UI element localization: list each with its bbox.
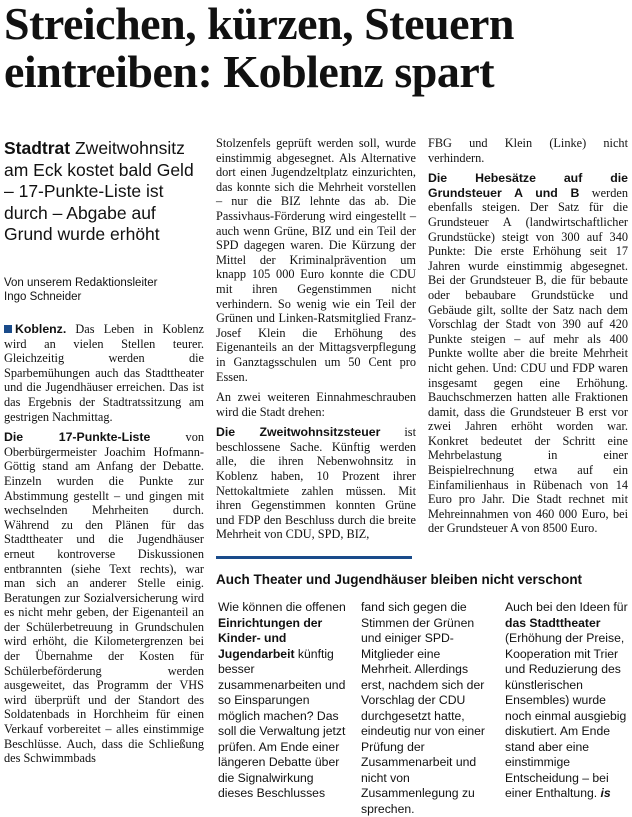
sidebar-text: (Erhöhung der Preise, Kooperation mit Trier und Reduzierung des künstlerischen Ensembles) wurde noch einmal ausgiebig diskutiert. Am Ende stand aber eine einstimmige Entscheidung – bei einer Enthaltung. (505, 631, 627, 800)
paragraph-text: von Oberbürgermeister Joachim Hofmann-Göttig stand am Anfang der Debatte. Einzeln wurden die Punkte zur Abstimmung gestellt – und gingen mit wechselnden Mehrheiten durch. Während zu den Plänen für das Stadttheater und die Jugendhäuser erneut kontroverse Diskussionen entbrannten (siehe Text rechts), war man sich an anderer Stelle einig. Beratungen zur Sozialversicherung wird es nicht mehr geben, der Eigenanteil an der Schülerbetreuung in Grundschulen wird erhöht, die Kilometergrenzen bei der Übernahme der Kosten für Schülerbeförderung werden ausgeweitet, das Programm der VHS wird überprüft und der Standort des Soldatenbads in Horchheim für einen Verkauf vorbereitet – alles einstimmige Beschlüsse. Auch, dass die Schließung des Schwimmbads (4, 430, 204, 766)
sidebar-text: künftig besser zusammenarbeiten und so Einsparungen möglich machen? Das soll die Verwaltung jetzt prüfen. Am Ende einer längeren Debatte über die Signalwirkung dieses Beschlusses (218, 646, 346, 800)
article-column-3 (428, 136, 628, 542)
byline-author: Ingo Schneider (4, 291, 82, 303)
paragraph-text: Das Leben in Koblenz wird an vielen Stellen teurer. Gleichzeitig werden die Sparbemühungen auch das Stadttheater und die Jugendhäuser erreichen. Das ist das Ergebnis der Stadtratssitzung am gestrigen Nachmittag. (4, 322, 204, 424)
sidebar-column-3 (505, 600, 632, 802)
paragraph: FBG und Klein (Linke) nicht verhindern. (428, 136, 628, 165)
sidebar-title: Auch Theater und Jugendhäuser bleiben nicht verschont (216, 572, 583, 587)
deck-lead: Stadtrat (4, 138, 71, 158)
paragraph: An zwei weiteren Einnahmeschrauben wird die Stadt drehen: (216, 390, 416, 419)
paragraph-lead: Die Hebesätze auf die Grundsteuer A und B (428, 171, 628, 200)
sidebar-column-2: fand sich gegen die Stimmen der Grünen und einiger SPD-Mitglieder eine Mehrheit. Allerdings erst, nachdem sich der Vorschlag der CDU durchgesetzt hatte, eindeutig nur von einer Prüfung der Zusammenarbeit und nicht von Zusammenlegung zu sprechen. (361, 600, 485, 816)
dateline: Koblenz. (15, 322, 67, 336)
byline (4, 276, 204, 304)
sidebar-highlight: Einrichtungen der Kinder- und Jugendarbeit (218, 615, 323, 661)
paragraph (428, 171, 628, 536)
sidebar-text: Wie können die offenen (218, 600, 346, 614)
paragraph (4, 430, 204, 766)
deck-text: Zweitwohnsitz am Eck kostet bald Geld – 17-Punkte-Liste ist durch – Abgabe auf Grund wurde erhöht (4, 138, 194, 244)
headline: Streichen, kürzen, Steuern eintreiben: Koblenz spart (4, 0, 515, 97)
paragraph-text: werden ebenfalls steigen. Der Satz für die Grundsteuer A (landwirtschaftlicher Grundstücke) steigt von 300 auf 340 Punkte: Die erste Erhöhung seit 17 Jahren wurde einstimmig abgesegnet. Bei der Grundsteuer B, die für bebaute oder bebaubare Grundstücke und Gebäude gilt, sollte der Satz nach dem Vorschlag der Stadt von 390 auf 420 Punkte steigen – auf mehr als 400 Punkte wollte aber die breite Mehrheit nicht gehen. Und: CDU und FDP waren insgesamt gegen eine Erhöhung. Bauchschmerzen hatten alle Fraktionen damit, dass die Grundsteuer B erst vor zwei Jahren erhöht worden war. Konkret bedeutet der Schritt eine Mehrbelastung in einer Beispielrechnung etwa auf ein Einfamilienhaus in Rübenach von 14 Euro pro Jahr. Die Stadt rechnet mit Mehreinnahmen von 460 000 Euro, bei der Grundsteuer A von 8500 Euro. (428, 185, 628, 536)
article-column-2 (216, 136, 416, 548)
paragraph-text: ist beschlossene Sache. Künftig werden alle, die ihren Nebenwohnsitz in Koblenz haben, 10 Prozent ihrer Nettokaltmiete zahlen müssen. Mit ihren Gegenstimmen konnten Grüne und FDP den Beschluss durch die breite Mehrheit von CDU, SPD, BIZ, (216, 425, 416, 542)
paragraph (4, 322, 204, 424)
bullet-square-icon (4, 325, 12, 333)
sidebar-highlight: das Stadttheater (505, 615, 601, 630)
article-column-1 (4, 322, 204, 772)
paragraph-lead: Die Zweitwohnsitzsteuer (216, 425, 381, 440)
section-divider (216, 556, 412, 559)
sidebar-column-1 (218, 600, 348, 802)
paragraph (216, 425, 416, 542)
byline-role: Von unserem Redaktionsleiter (4, 277, 158, 289)
paragraph: Stolzenfels geprüft werden soll, wurde einstimmig abgesegnet. Als Alternative dort einen Jugendzeltplatz einzurichten, das konnte sich die Mehrheit vorstellen – nur die BIZ lehnte das ab. Die Passivhaus-Förderung wird eingestellt – auch wenn Grüne, BIZ und ein Teil der SPD dagegen waren. Die Kürzung der Mittel der Kriminalprävention um knapp 105 000 Euro konnte die CDU mit ihren Gegenstimmen nicht verhindern. So wenig wie ein Teil der Grünen und Linken-Ratsmitglied Franz-Josef Klein die Erhöhung des Eigenanteils an der Mittagsverpflegung in Ganztagsschulen um 50 Cent pro Essen. (216, 136, 416, 384)
paragraph-lead: Die 17-Punkte-Liste (4, 430, 151, 445)
sidebar-text: Auch bei den Ideen für (505, 600, 628, 614)
article-deck (4, 138, 204, 246)
sidebar-continuation: is (600, 786, 611, 800)
